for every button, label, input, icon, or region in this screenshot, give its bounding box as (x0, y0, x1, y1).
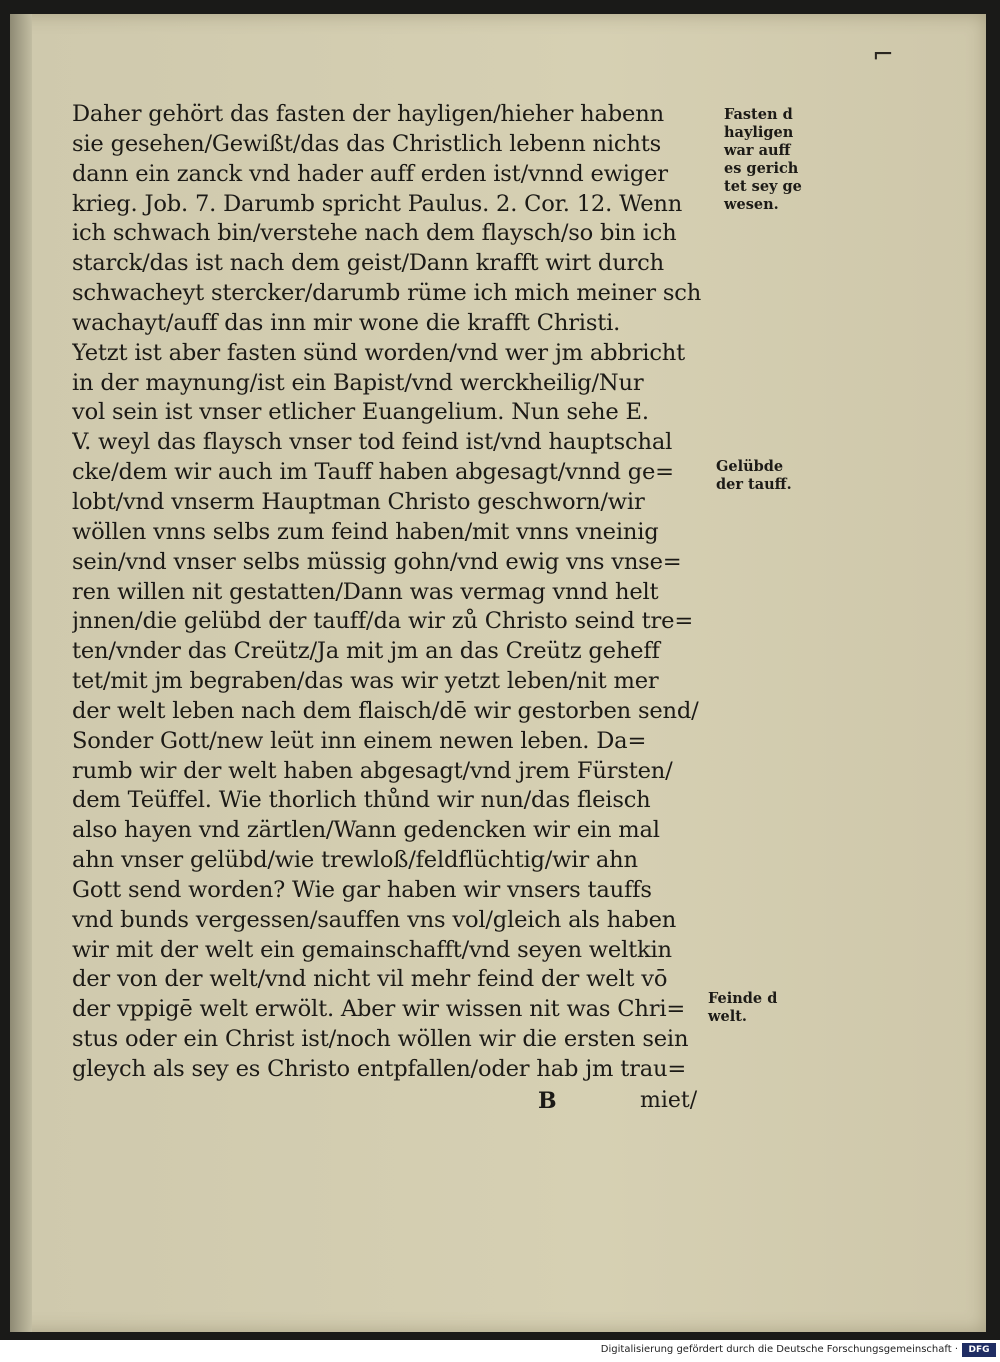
text-line: sein/vnd vnser selbs müssig gohn/vnd ewig vns vnse= (72, 548, 682, 575)
text-line: rumb wir der welt haben abgesagt/vnd jrem Fürsten/ (72, 757, 673, 784)
text-line: schwacheyt stercker/darumb rüme ich mich meiner sch (72, 280, 702, 307)
text-line: der vppigē welt erwölt. Aber wir wissen nit was Chri= (72, 996, 686, 1023)
text-line: V. weyl das flaysch vnser tod feind ist/vnd hauptschal (72, 429, 673, 456)
marginal-note-line: es gerich (724, 160, 799, 177)
text-line: ich schwach bin/verstehe nach dem flaysch/so bin ich (72, 220, 677, 247)
footer-bar (0, 1340, 1000, 1362)
text-line: gleych als sey es Christo entpfallen/oder hab jm trau= (72, 1056, 687, 1082)
funding-credit: Digitalisierung gefördert durch die Deutsche Forschungsgemeinschaft · (600, 1344, 958, 1355)
text-line: wöllen vnns selbs zum feind haben/mit vnns vneinig (72, 518, 659, 545)
corner-mark: ⌐ (872, 40, 894, 70)
marginal-note-line: der tauff. (716, 476, 792, 493)
marginal-note-line: Gelübde (716, 458, 784, 475)
marginal-note-line: war auff (724, 142, 791, 159)
text-line: wir mit der welt ein gemainschafft/vnd seyen weltkin (72, 936, 672, 963)
text-line: der welt leben nach dem flaisch/dē wir gestorben send/ (72, 697, 699, 724)
page-gutter-edge (10, 14, 32, 1332)
signature-mark: B (538, 1088, 557, 1114)
text-line: krieg. Job. 7. Darumb spricht Paulus. 2. Cor. 12. Wenn (72, 190, 683, 217)
text-line: dem Teüffel. Wie thorlich thůnd wir nun/das fleisch (72, 787, 651, 814)
text-line: in der maynung/ist ein Bapist/vnd werckheilig/Nur (72, 369, 644, 396)
marginal-note-line: welt. (708, 1008, 747, 1025)
text-line: sie gesehen/Gewißt/das das Christlich lebenn nichts (72, 130, 661, 157)
text-line: ahn vnser gelübd/wie trewloß/feldflüchtig/wir ahn (72, 847, 638, 874)
text-line: lobt/vnd vnserm Hauptman Christo geschworn/wir (72, 488, 645, 515)
marginal-note-feinde (708, 990, 808, 1026)
text-line: ren willen nit gestatten/Dann was vermag vnnd helt (72, 578, 659, 605)
text-line: wachayt/auff das inn mir wone die krafft Christi. (72, 309, 621, 336)
text-line: starck/das ist nach dem geist/Dann krafft wirt durch (72, 250, 664, 277)
text-line: dann ein zanck vnd hader auff erden ist/vnnd ewiger (72, 160, 668, 187)
marginal-note-line: tet sey ge (724, 178, 802, 195)
text-line: vnd bunds vergessen/sauffen vns vol/gleich als haben (72, 906, 677, 933)
text-line: Yetzt ist aber fasten sünd worden/vnd wer jm abbricht (72, 339, 686, 366)
text-line: tet/mit jm begraben/das was wir yetzt leben/nit mer (72, 668, 659, 695)
marginal-note-line: wesen. (724, 196, 779, 213)
text-line: der von der welt/vnd nicht vil mehr feind der welt vō (72, 966, 668, 993)
marginal-note-line: Fasten d (724, 106, 793, 123)
text-line: cke/dem wir auch im Tauff haben abgesagt/vnnd ge= (72, 459, 674, 486)
dfg-logo: DFG (962, 1343, 996, 1357)
marginal-note-line: Feinde d (708, 990, 778, 1007)
text-line: also hayen vnd zärtlen/Wann gedencken wir ein mal (72, 817, 660, 844)
text-line: stus oder ein Christ ist/noch wöllen wir die ersten sein (72, 1026, 689, 1053)
text-line: ten/vnder das Creütz/Ja mit jm an das Creütz geheff (72, 638, 660, 665)
text-line: Gott send worden? Wie gar haben wir vnsers tauffs (72, 876, 652, 903)
text-line: vol sein ist vnser etlicher Euangelium. Nun sehe E. (72, 399, 649, 426)
text-line: Sonder Gott/new leüt inn einem newen leben. Da= (72, 727, 647, 754)
text-line: Daher gehört das fasten der hayligen/hieher habenn (72, 101, 664, 127)
catchword: miet/ (640, 1088, 698, 1113)
marginal-note-fasten (724, 106, 819, 214)
text-line: jnnen/die gelübd der tauff/da wir zů Christo seind tre= (72, 608, 694, 635)
marginal-note-line: hayligen (724, 124, 794, 141)
marginal-note-gelubde (716, 458, 816, 494)
main-text-block (72, 100, 722, 1085)
